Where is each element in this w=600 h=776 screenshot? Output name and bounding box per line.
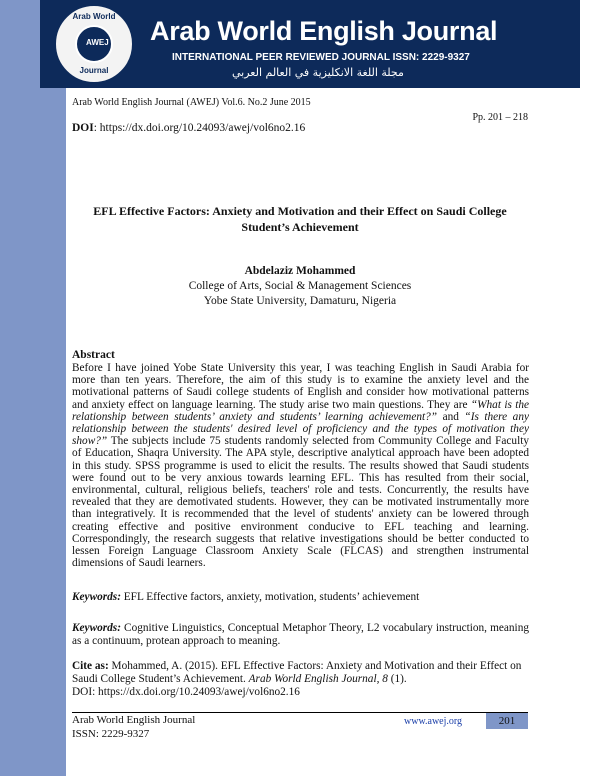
left-sidebar-band [0,0,66,776]
seal-text-top: Arab World [72,12,116,21]
abstract-part-1: Before I have joined Yobe State University this year, I was teaching English in Saudi Arabia for more than ten years. Therefore, the aim of this study is to examine the anxiety level and the motivational patterns of Saudi college students of English and consider how motivational patterns and anxiety effect on language learning. The study arise two main questions. They are [72,362,529,411]
cite-text: Mohammed, A. (2015). EFL Effective Factors: Anxiety and Motivation and their Effect on Saudi College Student’s Achievement. [72,660,522,685]
seal-text-center: AWEJ [86,38,109,47]
keywords-text-2: Cognitive Linguistics, Conceptual Metaphor Theory, L2 vocabulary instruction, meaning as a continuum, protean approach to meaning. [72,622,529,647]
journal-seal-logo [54,4,134,84]
abstract-heading: Abstract [72,349,115,361]
page-number: 201 [486,713,528,729]
abstract-body [72,362,529,569]
doi-link[interactable]: : https://dx.doi.org/10.24093/awej/vol6no2.16 [93,122,306,134]
journal-title: Arab World English Journal [150,16,498,46]
author-name: Abdelaziz Mohammed [244,265,356,277]
author-block [72,264,528,309]
cite-journal: Arab World English Journal, 8 [248,673,388,685]
abstract-part-2: The subjects include 75 students randomly selected from Community College and Faculty of Education, Shaqra University. The APA style, descriptive analytical approach have been adopted in this study. SPSS programme is used to elicit the results. The results showed that Saudi students were found out to be very anxious towards learning EFL. This has resulted from their social, environmental, cultural, religious beliefs, teachers' role and tests. Concurrently, the results have revealed that they are demotivated students. However, they can be motivated instrumentally more than integratively. It is recommended that the level of students' anxiety can be lowered through creating effective and positive environment conducive to EFL teaching and learning. Correspondingly, the research suggests that relative investigations should be better conducted to lessen Foreign Language Classroom Anxiety Scale (FLCAS) and strengthen instrumental dimensions of Saudi learners. [72,435,529,570]
seal-inner-circle [75,25,113,63]
footer-divider [72,712,528,713]
research-question-1: “What is the relationship between students’ anxiety and students’ learning achievement?” [72,398,530,423]
footer-issn: ISSN: 2229-9327 [72,728,150,740]
paper-title: EFL Effective Factors: Anxiety and Motivation and their Effect on Saudi College Student’s Achievement [93,204,507,234]
author-affiliation-1: College of Arts, Social & Management Sciences [188,280,412,292]
keywords-text-1: EFL Effective factors, anxiety, motivation, students’ achievement [120,591,420,603]
cite-doi[interactable]: DOI: https://dx.doi.org/10.24093/awej/vol6no2.16 [72,686,300,698]
page-range: Pp. 201 – 218 [472,112,528,123]
keywords-label-2: Keywords: [72,622,121,634]
citation-block [72,660,529,699]
footer-website-link[interactable]: www.awej.org [404,716,463,727]
author-affiliation-2: Yobe State University, Damaturu, Nigeria [203,295,397,307]
journal-subtitle: INTERNATIONAL PEER REVIEWED JOURNAL ISSN: 2229-9327 [172,52,470,63]
journal-arabic-title: مجلة اللغة الانكليزية في العالم العربي [232,66,404,79]
keywords-line-2 [72,622,529,648]
doi-label: DOI [72,122,94,134]
cite-issue: (1). [387,673,407,685]
keywords-line-1 [72,591,529,604]
issue-line: Arab World English Journal (AWEJ) Vol.6. No.2 June 2015 [72,97,311,108]
cite-label: Cite as: [72,660,109,672]
footer-journal: Arab World English Journal [72,714,196,726]
research-question-2: “Is there any relationship between the students' desired level of proficiency and the types of motivation they show?” [72,410,529,448]
doi-line [72,122,305,134]
seal-text-bottom: Journal [79,66,109,75]
keywords-label-1: Keywords: [72,591,121,603]
abstract-and: and [437,410,459,423]
